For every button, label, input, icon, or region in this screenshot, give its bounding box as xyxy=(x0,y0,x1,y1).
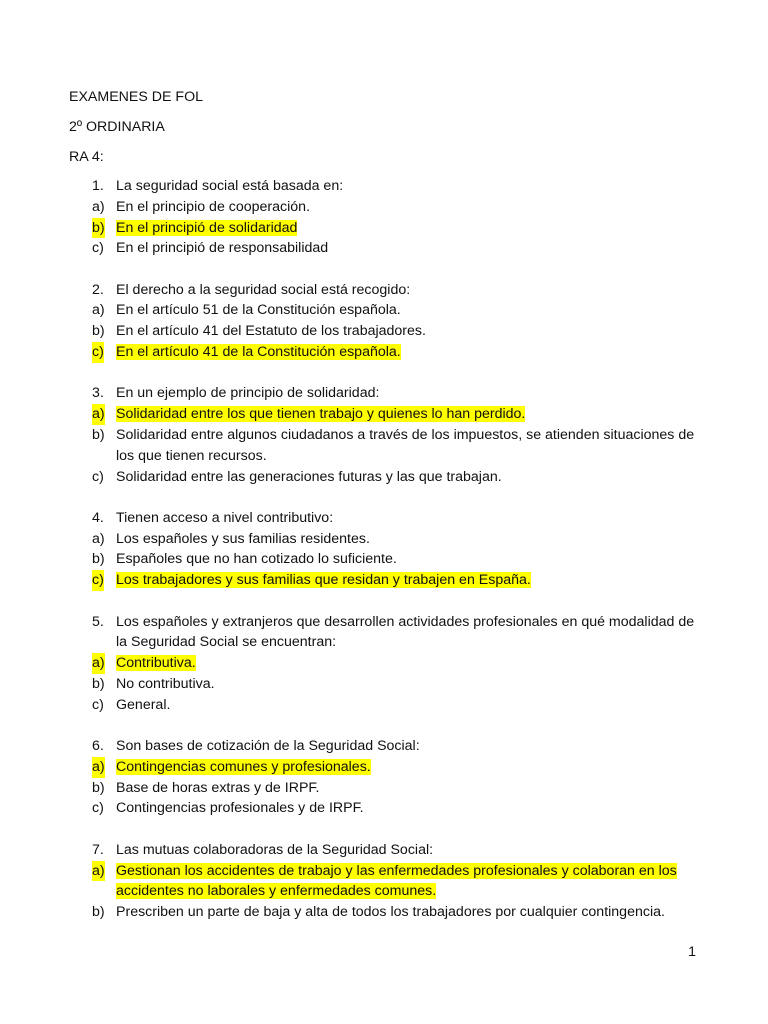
answer-option-correct xyxy=(0,653,768,674)
question-stem xyxy=(0,508,768,529)
option-text-wrap xyxy=(116,300,696,321)
option-text-wrap xyxy=(116,238,696,259)
option-letter: b) xyxy=(92,426,105,443)
answer-option xyxy=(0,467,768,488)
question-item xyxy=(0,612,768,716)
option-letter: a) xyxy=(92,530,105,547)
option-letter: b) xyxy=(92,904,105,921)
option-text: Prescriben un parte de baja y alta de todos los trabajadores por cualquier contingencia. xyxy=(116,904,665,921)
question-item xyxy=(0,383,768,487)
option-text: En el artículo 41 del Estatuto de los trabajadores. xyxy=(116,323,426,340)
option-letter: b) xyxy=(92,218,105,239)
option-letter: b) xyxy=(92,675,105,692)
answer-option xyxy=(0,695,768,716)
highlighted-answer-text: Contributiva. xyxy=(116,655,196,672)
option-letter: c) xyxy=(92,342,104,363)
question-text: Los españoles y extranjeros que desarrollen actividades profesionales en qué modalidad de la Seguridad Social se encuentran: xyxy=(116,613,695,651)
answer-option xyxy=(0,321,768,342)
question-text: Son bases de cotización de la Seguridad Social: xyxy=(116,738,420,755)
option-text-wrap xyxy=(116,653,696,674)
answer-option-correct xyxy=(0,861,768,903)
answer-option-correct xyxy=(0,404,768,425)
question-list xyxy=(0,176,768,923)
question-text: En un ejemplo de principio de solidaridad: xyxy=(116,385,380,402)
question-text: Las mutuas colaboradoras de la Seguridad Social: xyxy=(116,841,434,858)
option-text-wrap xyxy=(116,342,696,363)
exam-session: 2º ORDINARIA xyxy=(69,119,165,135)
option-letter: c) xyxy=(92,800,104,817)
question-number: 4. xyxy=(92,509,104,526)
option-letter: c) xyxy=(92,468,104,485)
answer-option xyxy=(0,798,768,819)
answer-option xyxy=(0,238,768,259)
highlighted-answer-text: En el principió de solidaridad xyxy=(116,219,298,236)
question-item xyxy=(0,840,768,923)
answer-option-correct xyxy=(0,218,768,239)
option-text: Base de horas extras y de IRPF. xyxy=(116,779,320,796)
option-text-wrap xyxy=(116,467,696,488)
option-text-wrap xyxy=(116,425,696,467)
option-letter: c) xyxy=(92,240,104,257)
option-text: En el principio de cooperación. xyxy=(116,198,311,215)
question-item xyxy=(0,508,768,591)
option-letter: b) xyxy=(92,551,105,568)
option-letter: c) xyxy=(92,696,104,713)
question-item xyxy=(0,736,768,819)
highlighted-answer-text: Gestionan los accidentes de trabajo y las enfermedades profesionales y colaboran en los accidentes no laborales y enfermedades comunes. xyxy=(116,862,677,900)
unit-label: RA 4: xyxy=(69,149,104,165)
option-text-wrap xyxy=(116,218,696,239)
answer-option-correct xyxy=(0,342,768,363)
question-stem xyxy=(0,612,768,654)
question-number: 5. xyxy=(92,613,104,630)
answer-option xyxy=(0,902,768,923)
document-title: EXAMENES DE FOL xyxy=(69,89,204,105)
option-text: Los españoles y sus familias residentes. xyxy=(116,530,370,547)
highlighted-answer-text: Solidaridad entre los que tienen trabajo y quienes lo han perdido. xyxy=(116,406,526,423)
highlighted-answer-text: Contingencias comunes y profesionales. xyxy=(116,758,371,775)
answer-option xyxy=(0,674,768,695)
option-letter: a) xyxy=(92,198,105,215)
answer-option xyxy=(0,778,768,799)
question-text: Tienen acceso a nivel contributivo: xyxy=(116,509,334,526)
option-text: Españoles que no han cotizado lo suficiente. xyxy=(116,551,397,568)
question-stem xyxy=(0,280,768,301)
question-number: 2. xyxy=(92,281,104,298)
option-text-wrap xyxy=(116,529,696,550)
question-stem xyxy=(0,840,768,861)
answer-option-correct xyxy=(0,757,768,778)
question-item xyxy=(0,176,768,259)
option-text: Solidaridad entre algunos ciudadanos a través de los impuestos, se atienden situaciones de los que tienen recursos. xyxy=(116,426,695,464)
question-number: 1. xyxy=(92,178,104,194)
option-text-wrap xyxy=(116,570,696,591)
option-text-wrap xyxy=(116,695,696,716)
question-number: 3. xyxy=(92,385,104,402)
highlighted-answer-text: En el artículo 41 de la Constitución española. xyxy=(116,344,401,361)
option-letter: a) xyxy=(92,302,105,319)
option-text: No contributiva. xyxy=(116,675,215,692)
option-text: En el principió de responsabilidad xyxy=(116,240,329,257)
answer-option xyxy=(0,425,768,467)
option-text-wrap xyxy=(116,902,696,923)
question-text: El derecho a la seguridad social está recogido: xyxy=(116,281,411,298)
option-letter: c) xyxy=(92,570,104,591)
option-text-wrap xyxy=(116,321,696,342)
option-text-wrap xyxy=(116,674,696,695)
question-number: 7. xyxy=(92,841,104,858)
option-letter: a) xyxy=(92,757,105,778)
page-number: 1 xyxy=(688,944,696,960)
answer-option-correct xyxy=(0,570,768,591)
answer-option xyxy=(0,549,768,570)
option-text: Contingencias profesionales y de IRPF. xyxy=(116,800,364,817)
option-letter: a) xyxy=(92,861,105,882)
answer-option xyxy=(0,197,768,218)
answer-option xyxy=(0,529,768,550)
question-stem xyxy=(0,176,768,197)
option-text: Solidaridad entre las generaciones futuras y las que trabajan. xyxy=(116,468,502,485)
option-letter: a) xyxy=(92,653,105,674)
option-text-wrap xyxy=(116,197,696,218)
question-number: 6. xyxy=(92,738,104,755)
question-text: La seguridad social está basada en: xyxy=(116,178,344,194)
option-text-wrap xyxy=(116,778,696,799)
option-letter: a) xyxy=(92,404,105,425)
option-letter: b) xyxy=(92,779,105,796)
option-text-wrap xyxy=(116,757,696,778)
option-text-wrap xyxy=(116,861,696,903)
answer-option xyxy=(0,300,768,321)
question-stem xyxy=(0,383,768,404)
option-letter: b) xyxy=(92,323,105,340)
option-text-wrap xyxy=(116,798,696,819)
option-text: En el artículo 51 de la Constitución española. xyxy=(116,302,401,319)
option-text-wrap xyxy=(116,549,696,570)
question-stem xyxy=(0,736,768,757)
option-text: General. xyxy=(116,696,171,713)
option-text-wrap xyxy=(116,404,696,425)
highlighted-answer-text: Los trabajadores y sus familias que residan y trabajen en España. xyxy=(116,572,531,589)
question-item xyxy=(0,280,768,363)
